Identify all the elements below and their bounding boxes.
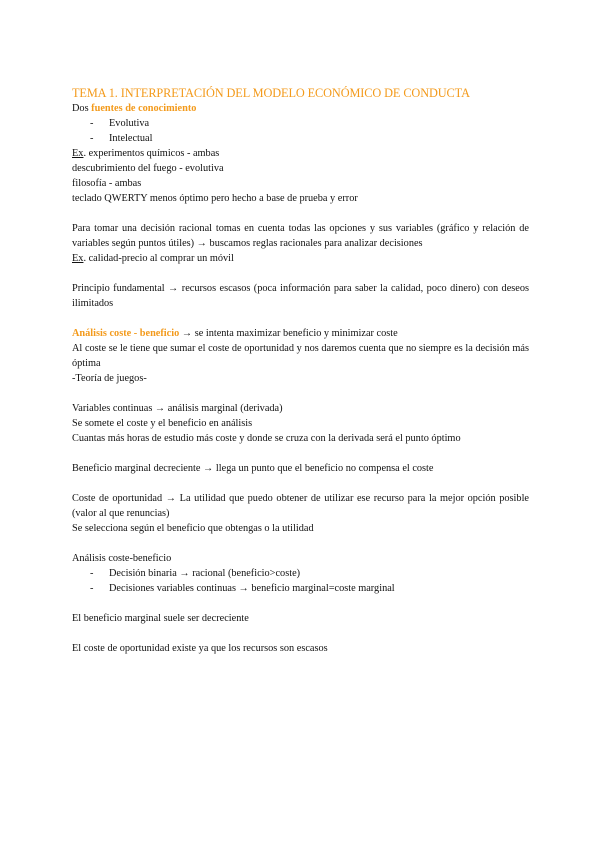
- text-line: Cuantas más horas de estudio más coste y donde se cruza con la derivada será el punto óptimo: [72, 433, 461, 444]
- list-item-text: Decisión binaria → racional (beneficio>coste): [109, 568, 301, 579]
- example-text: . experimentos químicos - ambas: [83, 148, 220, 159]
- example-line: [72, 146, 529, 161]
- cost-benefit-list: [72, 566, 529, 596]
- document-title: TEMA 1. INTERPRETACIÓN DEL MODELO ECONÓMICO DE CONDUCTA: [72, 86, 470, 100]
- paragraph: Para tomar una decisión racional tomas en cuenta todas las opciones y sus variables (gráfico y relación de variables según puntos útiles) → buscamos reglas racionales para analizar decisiones: [72, 223, 529, 249]
- text-line: -Teoría de juegos-: [72, 373, 147, 384]
- document-body: [72, 86, 529, 656]
- list-item: [90, 116, 529, 131]
- example-label: Ex: [72, 253, 84, 264]
- list-item-text: Decisiones variables continuas → beneficio marginal=coste marginal: [109, 583, 395, 594]
- dash-bullet: -: [90, 118, 94, 129]
- sources-list: [72, 116, 529, 146]
- dash-bullet: -: [90, 133, 94, 144]
- dash-bullet: -: [90, 568, 94, 579]
- sources-highlight: fuentes de conocimiento: [91, 103, 197, 114]
- text-line: Se selecciona según el beneficio que obtengas o la utilidad: [72, 523, 314, 534]
- text-line: teclado QWERTY menos óptimo pero hecho a base de prueba y error: [72, 193, 358, 204]
- text-line: Variables continuas → análisis marginal (derivada): [72, 403, 283, 414]
- dash-bullet: -: [90, 583, 94, 594]
- text-line: Beneficio marginal decreciente → llega un punto que el beneficio no compensa el coste: [72, 463, 434, 474]
- cost-benefit-rest: → se intenta maximizar beneficio y minimizar coste: [179, 328, 398, 339]
- cost-benefit-line: [72, 326, 529, 341]
- paragraph: Coste de oportunidad → La utilidad que puedo obtener de utilizar ese recurso para la mejor opción posible (valor al que renuncias): [72, 493, 529, 519]
- list-item: [90, 566, 529, 581]
- text-line: descubrimiento del fuego - evolutiva: [72, 163, 224, 174]
- list-item: [90, 581, 529, 596]
- intro-prefix: Dos: [72, 103, 92, 114]
- paragraph: Al coste se le tiene que sumar el coste de oportunidad y nos daremos cuenta que no siempre es la decisión más óptima: [72, 343, 529, 369]
- example-line: [72, 251, 529, 266]
- sources-intro: [72, 101, 529, 116]
- list-item-text: Intelectual: [109, 133, 153, 144]
- text-line: El beneficio marginal suele ser decreciente: [72, 613, 249, 624]
- example-label: Ex: [72, 148, 84, 159]
- list-item-text: Evolutiva: [109, 118, 150, 129]
- paragraph: Principio fundamental → recursos escasos (poca información para saber la calidad, poco dinero) con deseos ilimitados: [72, 283, 529, 309]
- text-line: El coste de oportunidad existe ya que los recursos son escasos: [72, 643, 328, 654]
- text-line: filosofía - ambas: [72, 178, 142, 189]
- cost-benefit-highlight: Análisis coste - beneficio: [72, 328, 180, 339]
- example-text: . calidad-precio al comprar un móvil: [83, 253, 234, 264]
- list-item: [90, 131, 529, 146]
- section-heading: Análisis coste-beneficio: [72, 553, 172, 564]
- text-line: Se somete el coste y el beneficio en análisis: [72, 418, 253, 429]
